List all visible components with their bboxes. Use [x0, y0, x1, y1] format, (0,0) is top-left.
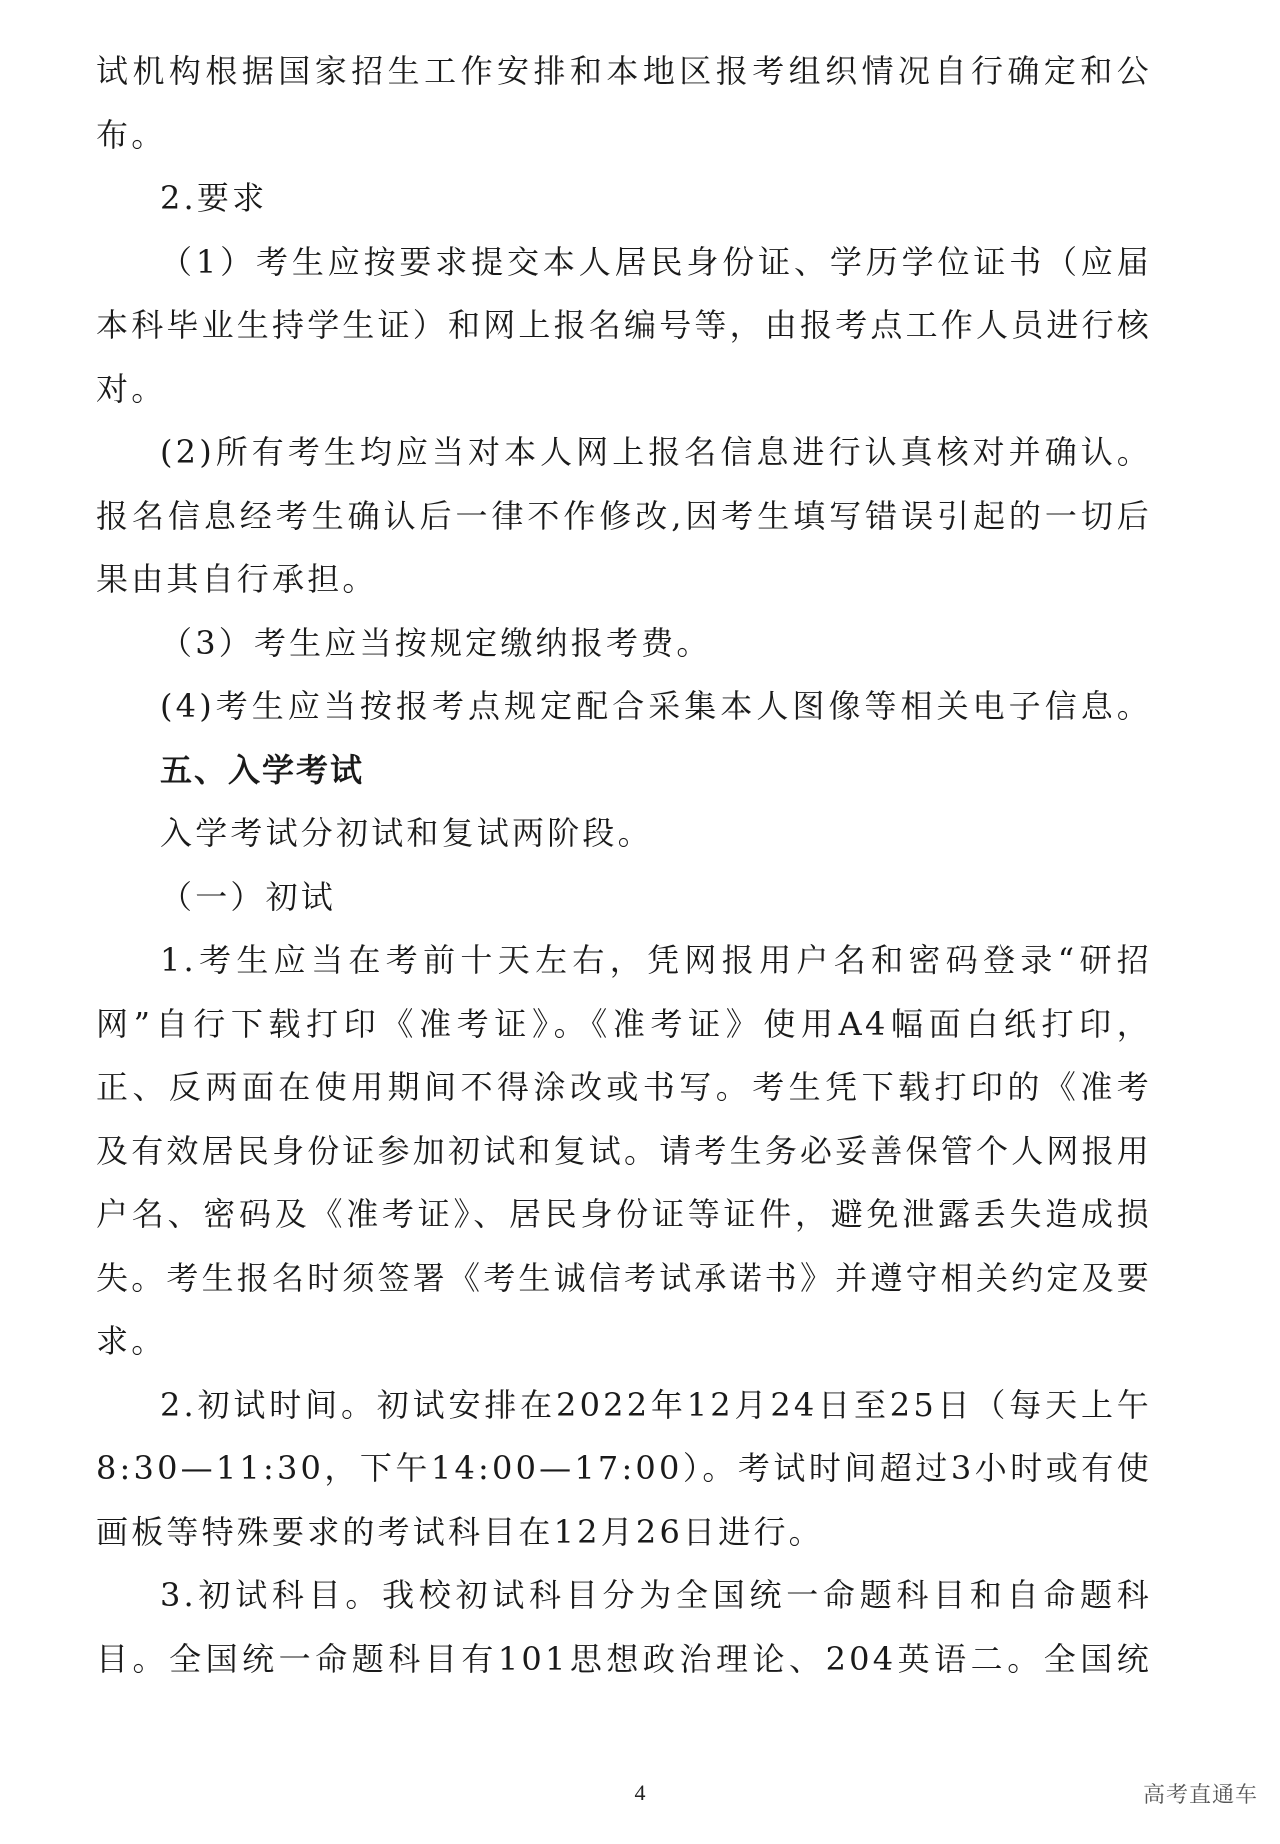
- body-line: 本科毕业生持学生证）和网上报名编号等，由报考点工作人员进行核: [96, 306, 1152, 344]
- body-line: 试机构根据国家招生工作安排和本地区报考组织情况自行确定和公: [96, 52, 1152, 90]
- body-line: （1）考生应按要求提交本人居民身份证、学历学位证书（应届: [160, 242, 1152, 281]
- body-line: 网”自行下载打印《准考证》。《准考证》使用A4幅面白纸打印，: [96, 1004, 1152, 1043]
- watermark-text: 高考直通车: [1142, 1783, 1258, 1808]
- document-body: [96, 40, 1152, 1691]
- body-line: (4)考生应当按报考点规定配合采集本人图像等相关电子信息。: [160, 687, 1152, 725]
- subsection-heading: 2.要求: [160, 179, 268, 217]
- body-line: 对。: [96, 369, 167, 408]
- body-line: 入学考试分初试和复试两阶段。: [160, 814, 653, 852]
- body-line: （3）考生应当按规定缴纳报考费。: [160, 623, 712, 662]
- body-line: 正、反两面在使用期间不得涂改或书写。考生凭下载打印的《准考: [96, 1068, 1152, 1106]
- body-line: 失。考生报名时须签署《考生诚信考试承诺书》并遵守相关约定及要: [96, 1258, 1152, 1297]
- body-line: 布。: [96, 115, 167, 154]
- body-line: 报名信息经考生确认后一律不作修改,因考生填写错误引起的一切后: [96, 496, 1152, 535]
- body-line: 及有效居民身份证参加初试和复试。请考生务必妥善保管个人网报用: [96, 1131, 1152, 1170]
- body-line: 8:30—11:30，下午14:00—17:00）。考试时间超过3小时或有使: [96, 1449, 1152, 1487]
- page-number: 4: [634, 1780, 646, 1805]
- body-line: 画板等特殊要求的考试科目在12月26日进行。: [96, 1512, 824, 1551]
- body-line: 3.初试科目。我校初试科目分为全国统一命题科目和自命题科: [160, 1576, 1152, 1614]
- body-line: 目。全国统一命题科目有101思想政治理论、204英语二。全国统: [96, 1639, 1152, 1678]
- subsection-heading: （一）初试: [160, 877, 337, 916]
- section-heading: 五、入学考试: [160, 750, 365, 789]
- body-line: (2)所有考生均应当对本人网上报名信息进行认真核对并确认。: [160, 433, 1152, 471]
- body-line: 户名、密码及《准考证》、居民身份证等证件，避免泄露丢失造成损: [96, 1195, 1152, 1233]
- body-line: 1.考生应当在考前十天左右，凭网报用户名和密码登录“研招: [160, 941, 1152, 979]
- body-line: 求。: [96, 1322, 167, 1360]
- body-line: 果由其自行承担。: [96, 560, 378, 598]
- body-line: 2.初试时间。初试安排在2022年12月24日至25日（每天上午: [160, 1385, 1152, 1424]
